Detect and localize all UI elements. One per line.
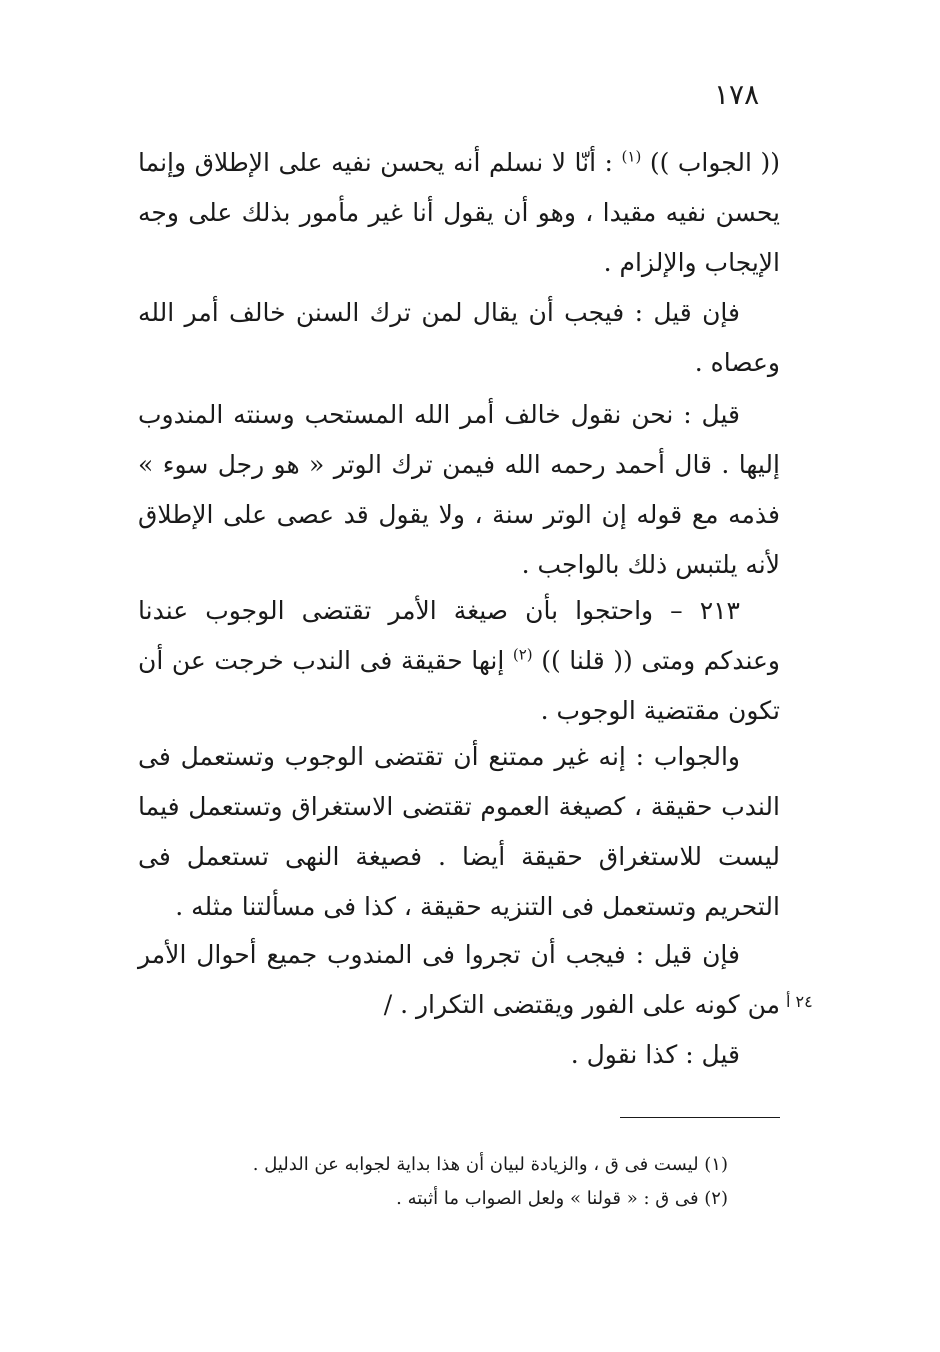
paragraph-4-before: ٢١٣ – واحتجوا بأن صيغة الأمر تقتضى الوجوب عندنا وعندكم ومتى (( قلنا )) (138, 596, 780, 675)
footnotes (150, 1148, 728, 1216)
paragraph-4 (138, 586, 780, 736)
footnote-divider (620, 1117, 780, 1118)
paragraph-7 (138, 1030, 780, 1080)
footnote-2: (٢) فى ق : « قولنا » ولعل الصواب ما أثبته . (396, 1188, 728, 1209)
footnote-ref-2: (٢) (512, 645, 533, 664)
paragraph-2-text: فإن قيل : فيجب أن يقال لمن ترك السنن خالف أمر الله وعصاه . (138, 298, 780, 377)
paragraph-4-after: إنها حقيقة فى الندب خرجت عن أن تكون مقتضية الوجوب . (138, 646, 780, 725)
paragraph-7-text: قيل : كذا نقول . (570, 1040, 740, 1069)
paragraph-5 (138, 732, 780, 932)
paragraph-1 (138, 138, 780, 288)
paragraph-5-text: والجواب : إنه غير ممتنع أن تقتضى الوجوب وتستعمل فى الندب حقيقة ، كصيغة العموم تقتضى الاستغراق وتستعمل فيما ليست للاستغراق حقيقة أيضا . فصيغة النهى تستعمل فى التحريم وتستعمل فى التنزيه حقيقة ، كذا فى مسألتنا مثله . (138, 742, 780, 921)
paragraph-3 (138, 390, 780, 590)
paragraph-1-after: : أنّا لا نسلم أنه يحسن نفيه على الإطلاق وإنما يحسن نفيه مقيدا ، وهو أن يقول أنا غير مأمور بذلك على وجه الإيجاب والإلزام . (138, 148, 780, 277)
footnote-ref-1: (١) (621, 147, 642, 166)
paragraph-6-text: فإن قيل : فيجب أن تجروا فى المندوب جميع أحوال الأمر من كونه على الفور ويقتضى التكرار . / (138, 940, 780, 1019)
paragraph-1-before: (( الجواب )) (641, 148, 781, 177)
paragraph-6 (138, 930, 780, 1030)
page-number: ١٧٨ (714, 78, 760, 111)
paragraph-2 (138, 288, 780, 388)
margin-folio-note: ٢٤ أ (786, 992, 813, 1011)
footnote-1: (١) ليست فى ق ، والزيادة لبيان أن هذا بداية لجوابه عن الدليل . (252, 1154, 728, 1175)
paragraph-3-text: قيل : نحن نقول خالف أمر الله المستحب وسنته المندوب إليها . قال أحمد رحمه الله فيمن ترك الوتر « هو رجل سوء » فذمه مع قوله إن الوتر سنة ، ولا يقول قد عصى على الإطلاق لأنه يلتبس ذلك بالواجب . (138, 400, 780, 579)
